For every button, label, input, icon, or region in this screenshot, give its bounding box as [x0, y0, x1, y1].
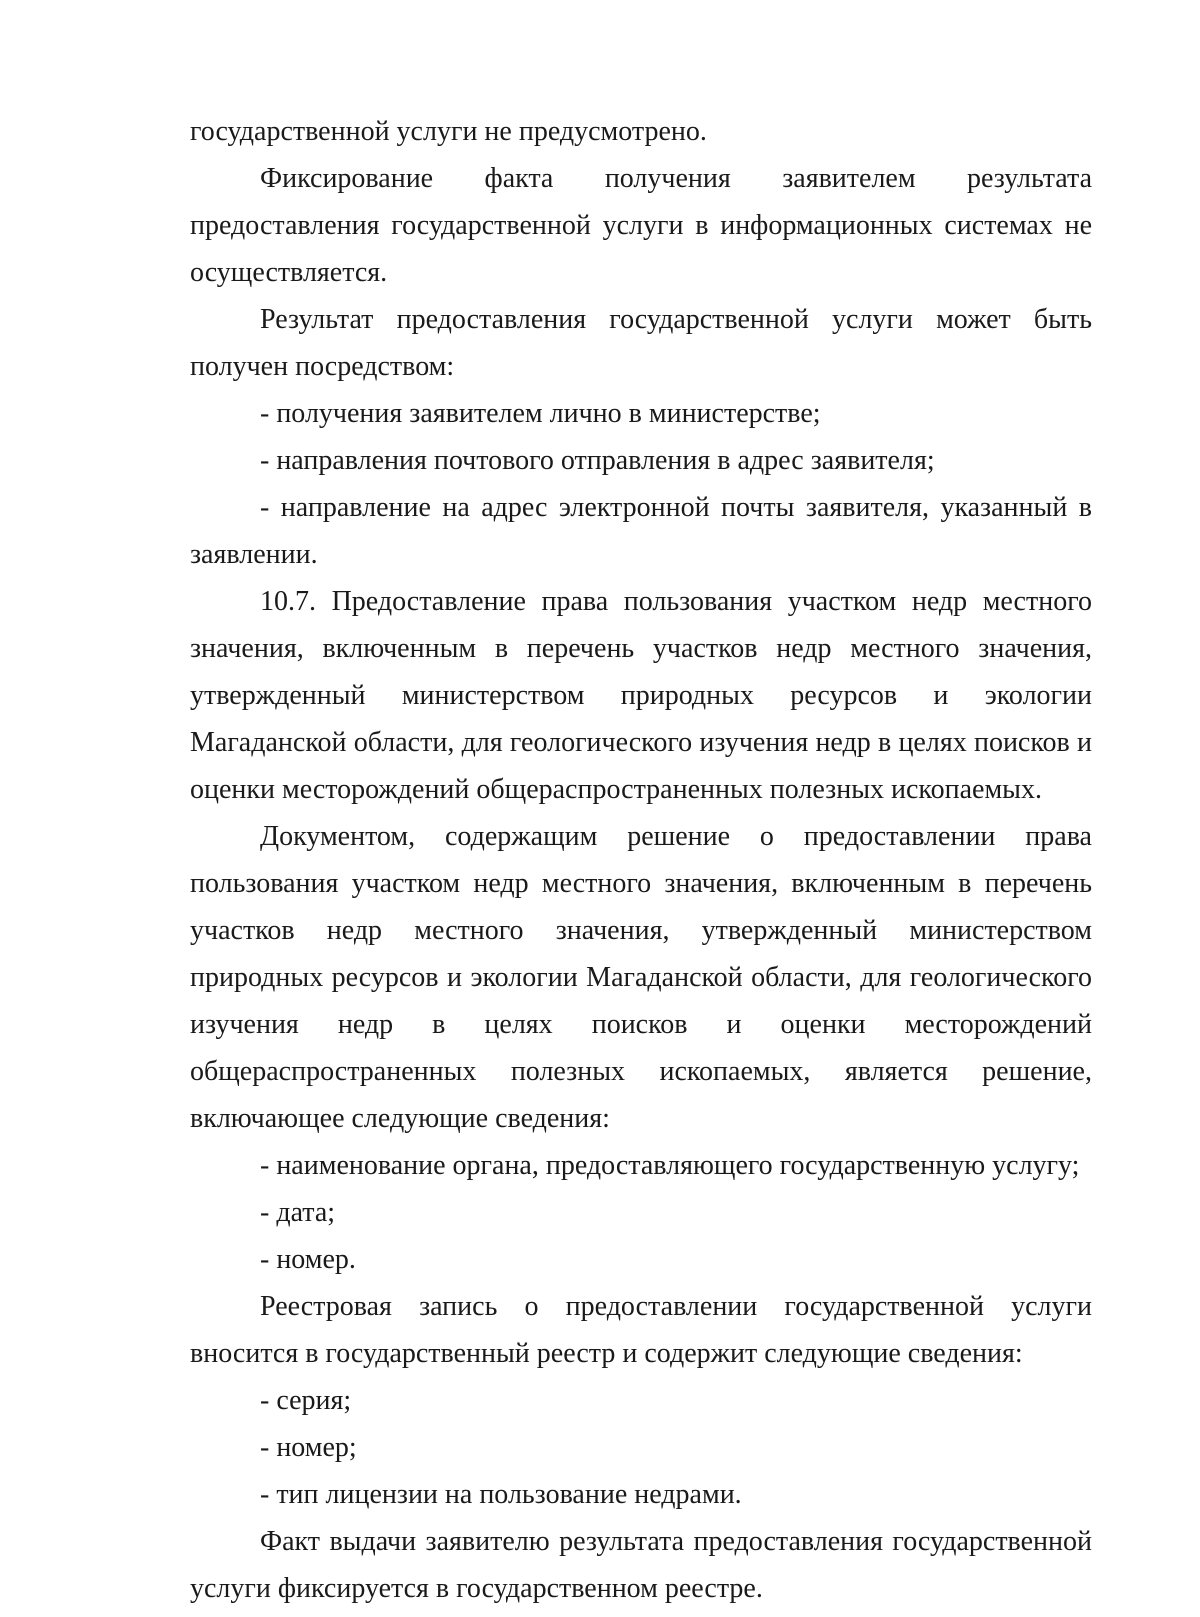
- paragraph-issuance-fact: Факт выдачи заявителю результата предоставления государственной услуги фиксируется в государственном реестре.: [190, 1526, 1092, 1604]
- section-10-7: 10.7. Предоставление права пользования участком недр местного значения, включенным в перечень участков недр местного значения, утвержденный министерством природных ресурсов и экологии Магаданской области, для геологического изучения недр в целях поисков и оценки месторождений общераспространенных полезных ископаемых.: [190, 586, 1092, 805]
- paragraph-fixation: Фиксирование факта получения заявителем результата предоставления государственной услуги в информационных системах не осуществляется.: [190, 163, 1092, 288]
- list-item-registry-number: - номер;: [260, 1432, 357, 1463]
- list-item-email: - направление на адрес электронной почты заявителя, указанный в заявлении.: [190, 492, 1092, 570]
- list-item-post: - направления почтового отправления в адрес заявителя;: [260, 445, 935, 476]
- list-item-in-person: - получения заявителем лично в министерстве;: [260, 398, 821, 429]
- list-item-date: - дата;: [260, 1197, 336, 1228]
- list-item-authority-name: - наименование органа, предоставляющего государственную услугу;: [260, 1150, 1080, 1181]
- list-item-series: - серия;: [260, 1385, 352, 1416]
- list-item-license-type: - тип лицензии на пользование недрами.: [260, 1479, 742, 1510]
- paragraph-decision-document: Документом, содержащим решение о предоставлении права пользования участком недр местного значения, включенным в перечень участков недр местного значения, утвержденный министерством природных ресурсов и экологии Магаданской области, для геологического изучения недр в целях поисков и оценки месторождений общераспространенных полезных ископаемых, является решение, включающее следующие сведения:: [190, 821, 1092, 1134]
- paragraph-registry-record: Реестровая запись о предоставлении государственной услуги вносится в государственный реестр и содержит следующие сведения:: [190, 1291, 1092, 1369]
- list-item-number: - номер.: [260, 1244, 356, 1275]
- document-body: [190, 108, 1092, 1612]
- paragraph-result-means: Результат предоставления государственной услуги может быть получен посредством:: [190, 304, 1092, 382]
- paragraph-continuation: государственной услуги не предусмотрено.: [190, 116, 707, 147]
